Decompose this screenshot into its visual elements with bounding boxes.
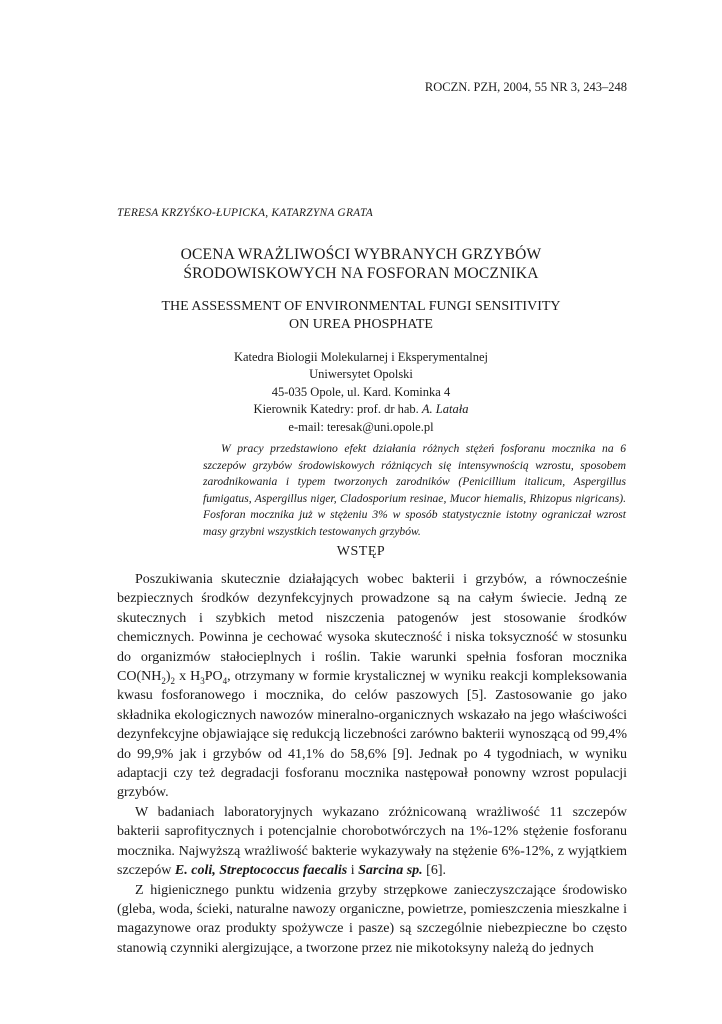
affiliation-university: Uniwersytet Opolski [309,367,413,382]
affiliation [0,349,722,436]
species-name-sarcina: Sarcina sp. [358,863,423,879]
abstract [203,441,626,540]
affiliation-email: e-mail: teresak@uni.opole.pl [288,419,434,434]
title-english-line-1: THE ASSESSMENT OF ENVIRONMENTAL FUNGI SENSITIVITY [161,299,561,314]
authors: TERESA KRZYŚKO-ŁUPICKA, KATARZYNA GRATA [117,207,373,219]
title-polish [0,245,722,283]
affiliation-head [0,401,722,418]
affiliation-head-name: A. Latała [421,402,469,417]
title-english-line-2: ON UREA PHOSPHATE [289,317,433,332]
species-names: E. coli, Streptococcus faecalis [174,863,348,879]
affiliation-head-prefix: Kierownik Katedry: prof. dr hab. [253,402,422,417]
title-polish-line-2: ŚRODOWISKOWYCH NA FOSFORAN MOCZNIKA [183,265,539,282]
paragraph-2: W badaniach laboratoryjnych wykazano zróżnicowaną wrażliwość 11 szczepów bakterii saprofitycznych i potencjalnie chorobotwórczych na 1%-12% stężenie fosforanu mocznika. Najwyższą wrażliwość bakterie wykazywały na stężenie 6%-12%, z wyjątkiem szczepów E. coli, Streptococcus faecalis i Sarcina sp. [6]. [117,804,627,879]
title-english [0,298,722,334]
affiliation-address: 45-035 Opole, ul. Kard. Kominka 4 [271,384,451,399]
abstract-text: W pracy przedstawiono efekt działania różnych stężeń fosforanu mocznika na 6 szczepów grzybów środowiskowych różniących się intensywnością wzrostu, sposobem zarodnikowania i typem tworzonych zarodników (Penicillium italicum, Aspergillus fumigatus, Aspergillus niger, Cladosporium resinae, Mucor hiemalis, Rhizopus nigricans). Fosforan mocznika już w stężeniu 3% w sposób statystycznie istotny ograniczał wzrost masy grzybni wszystkich testowanych grzybów. [203,442,626,538]
paragraph-3: Z higienicznego punktu widzenia grzyby strzępkowe zanieczyszczające środowisko (gleba, woda, ścieki, naturalne nawozy organiczne, powietrze, pomieszczenia mieszkalne i magazynowe oraz produkty spożywcze i pasze) są szczególnie niebezpieczne bo często stanowią czynniki alergizujące, a tworzone przez nie mikotoksyny należą do jednych [117,882,627,956]
title-polish-line-1: OCENA WRAŻLIWOŚCI WYBRANYCH GRZYBÓW [180,246,542,263]
affiliation-department: Katedra Biologii Molekularnej i Eksperymentalnej [233,350,489,364]
paragraph-1: Poszukiwania skutecznie działających wobec bakterii i grzybów, a równocześnie bezpiecznych środków dezynfekcyjnych prowadzone są na całym świecie. Jedną ze skutecznych i szybkich metod niszczenia patogenów jest stosowanie środków chemicznych. Powinna je cechować wysoka skuteczność i niska toksyczność w stosunku do organizmów stałocieplnych i roślin. Takie warunki spełnia fosforan mocznika $CO(NH_2)_2$ x $H_3PO_4$, otrzymany w formie krystalicznej w wyniku reakcji kompleksowania kwasu fosforanowego i mocznika, do celów paszowych [5]. Zastosowanie go jako składnika ekologicznych nawozów mineralno-organicznych wskazało na jego właściwości dezynfekcyjne objawiające się redukcją liczebności zarówno bakterii wynoszącą od 99,4% do 99,9% jak i grzybów od 41,1% do 58,6% [9]. Jednak po 4 tygodniach, w wyniku adaptacji czy też degradacji fosforanu mocznika następował ponowny wzrost populacji grzybów. [117,572,627,801]
body-text [117,570,627,958]
section-heading: WSTĘP [336,544,386,559]
journal-reference: ROCZN. PZH, 2004, 55 NR 3, 243–248 [424,80,627,94]
